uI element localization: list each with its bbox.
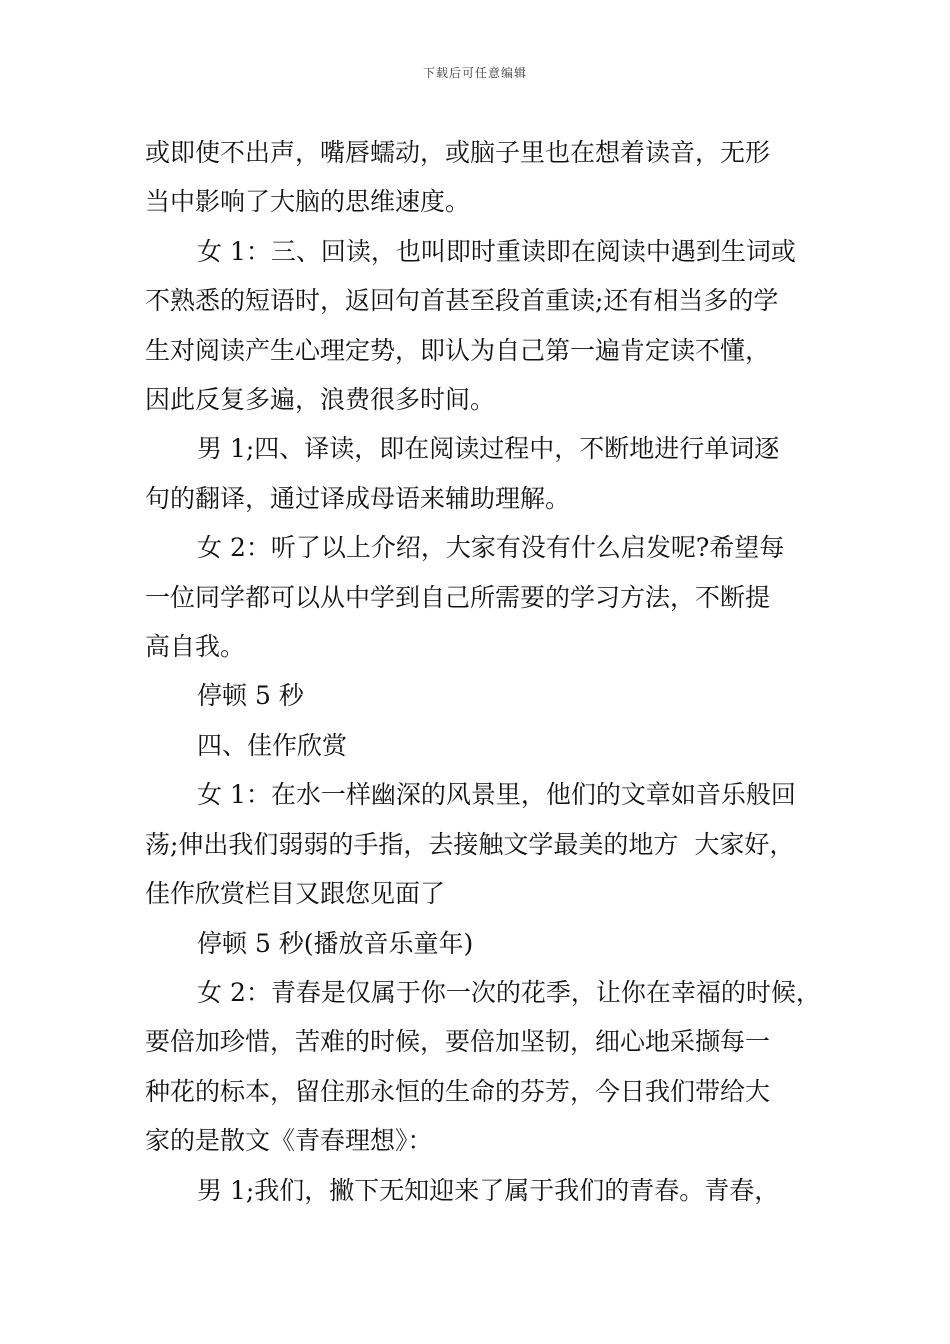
text-line: 生对阅读产生心理定势，即认为自己第一遍肯定读不懂， — [145, 335, 771, 365]
text-line: 女 1：在水一样幽深的风景里，他们的文章如音乐般回 — [197, 780, 796, 810]
paragraph — [145, 128, 815, 227]
text-line: 因此反复多遍，浪费很多时间。 — [145, 385, 496, 415]
text-line: 荡;伸出我们弱弱的手指，去接触文学最美的地方 大家好， — [145, 829, 795, 859]
document-body — [145, 128, 821, 1215]
paragraph — [145, 523, 815, 671]
paragraph — [145, 968, 821, 1166]
text-line: 句的翻译，通过译成母语来辅助理解。 — [145, 483, 571, 513]
text-line: 停顿 5 秒(播放音乐童年) — [197, 928, 474, 958]
paragraph — [145, 424, 815, 523]
text-line: 佳作欣赏栏目又跟您见面了 — [145, 879, 446, 909]
text-line: 女 2：听了以上介绍，大家有没有什么启发呢?希望每 — [197, 533, 785, 563]
text-line: 高自我。 — [145, 632, 246, 662]
paragraph — [145, 671, 815, 720]
paragraph — [145, 919, 815, 968]
text-line: 停顿 5 秒 — [197, 681, 304, 711]
paragraph — [145, 1166, 815, 1215]
text-line: 要倍加珍惜，苦难的时候，要倍加坚韧，细心地采撷每一 — [145, 1027, 771, 1057]
text-line: 或即使不出声，嘴唇蠕动，或脑子里也在想着读音，无形 — [145, 138, 771, 167]
text-line: 女 1：三、回读，也叫即时重读即在阅读中遇到生词或 — [197, 236, 796, 266]
text-line: 不熟悉的短语时，返回句首甚至段首重读;还有相当多的学 — [145, 286, 779, 316]
text-line: 四、佳作欣赏 — [197, 730, 348, 760]
text-line: 当中影响了大脑的思维速度。 — [145, 187, 471, 217]
text-line: 女 2：青春是仅属于你一次的花季，让你在幸福的时候， — [197, 977, 821, 1007]
text-line: 男 1;四、译读，即在阅读过程中，不断地进行单词逐 — [197, 434, 780, 464]
paragraph — [145, 227, 815, 425]
paragraph — [145, 721, 815, 770]
text-line: 一位同学都可以从中学到自己所需要的学习方法，不断提 — [145, 582, 771, 612]
text-line: 家的是散文《青春理想》： — [145, 1126, 433, 1156]
page-header: 下载后可任意编辑 — [422, 66, 527, 80]
text-line: 男 1;我们，撇下无知迎来了属于我们的青春。青春， — [197, 1175, 780, 1205]
text-line: 种花的标本，留住那永恒的生命的芬芳，今日我们带给大 — [145, 1076, 771, 1106]
paragraph — [145, 770, 815, 918]
